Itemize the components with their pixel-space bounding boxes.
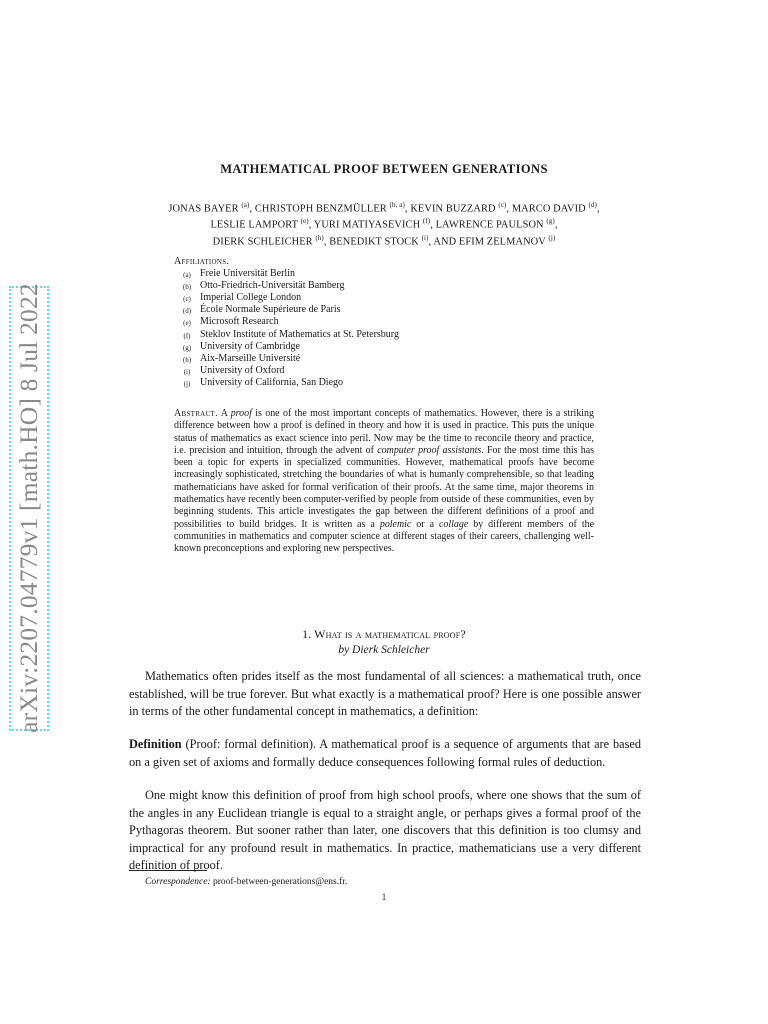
author-affiliation-key: (f) (422, 217, 431, 226)
abstract-emphasis: computer proof assistants (377, 444, 482, 456)
author-name: AND EFIM ZELMANOV (433, 236, 546, 248)
definition-parenthetical: (Proof: formal definition). (185, 737, 316, 751)
affiliation-name: Steklov Institute of Mathematics at St. Petersburg (200, 328, 399, 340)
affiliation-key: (a) (183, 271, 191, 280)
section-title: What is a mathematical proof? (314, 627, 466, 641)
abstract-label: Abstract. (174, 408, 218, 419)
affiliation-item (174, 316, 399, 328)
footnote-label: Correspondence: (145, 877, 211, 887)
definition-label: Definition (129, 737, 182, 751)
affiliation-item (174, 353, 399, 365)
abstract-emphasis: collage (438, 518, 469, 530)
affiliation-name: University of Oxford (200, 364, 285, 376)
author-affiliation-key: (a) (241, 201, 250, 209)
abstract-emphasis: proof (230, 408, 252, 419)
affiliation-name: Freie Universität Berlin (200, 268, 295, 280)
footnote-rule (129, 870, 207, 871)
author-name: DIERK SCHLEICHER (212, 236, 313, 248)
affiliation-key: (f) (183, 331, 191, 340)
author-name: MARCO DAVID (511, 203, 586, 215)
affiliation-name: University of Cambridge (200, 340, 300, 352)
affiliation-name: Imperial College London (200, 292, 302, 304)
author-line-3: DIERK SCHLEICHER $^{(h)}$, BENEDIKT STOCK $^{(i)}$, AND EFIM ZELMANOV $^{(j)}$ (212, 233, 556, 248)
author-line-2: LESLIE LAMPORT $^{(e)}$, YURI MATIYASEVICH $^{(f)}$, LAWRENCE PAULSON $^{(g)}$, (210, 217, 558, 231)
affiliation-item (174, 268, 399, 280)
body-paragraph: One might know this definition of proof from high school proofs, where one shows that the sum of the angles in any Euclidean triangle is equal to a straight angle, or perhaps gives a formal proof of the Pythagoras theorem. But sooner rather than later, one discovers that this definition is too clumsy and impractical for any profound result in mathematics. In practice, mathematicians use a very different definition of proof. (129, 788, 641, 873)
definition-paragraph (129, 736, 641, 771)
footnote (145, 877, 347, 887)
abstract-text: is one of the most important concepts of mathematics. However, there is a striking difference between how a proof is defined in theory and how it is used in practice. This puts the unique status of mathematics as exact science into peril. Now may be the time to reconcile theory and practice, i.e. precision and intuition, through the advent of (174, 408, 594, 456)
affiliation-name: Microsoft Research (200, 316, 279, 328)
affiliation-item (174, 365, 399, 377)
abstract-text: A (217, 408, 231, 419)
abstract-text: by different members of the communities in mathematics and computer science at different stages of their careers, challenging well-known preconceptions and exploring new perspectives. (174, 518, 594, 555)
abstract-text: . For the most time this has been a topic for experts in specialized communities. However, mathematical proofs have become increasingly sophisticated, stretching the boundaries of what is humanly comprehensible, so that leading mathematicians have asked for formal verification of their proofs. At the same time, major theorems in mathematics have recently been computer-verified by people from outside of these communities, even by beginning students. This article investigates the gap between the different definitions of a proof and possibilities to build bridges. It is written as a (174, 444, 595, 530)
affiliation-key: (e) (183, 319, 191, 328)
intro-paragraph: Mathematics often prides itself as the most fundamental of all sciences: a mathematical truth, once established, will be true forever. But what exactly is a mathematical proof? Here is one possible answer in terms of the other fundamental concept in mathematics, a definition: (129, 669, 641, 719)
affiliation-key: (d) (182, 307, 192, 316)
affiliation-key: (h) (182, 355, 192, 364)
author-name: LAWRENCE PAULSON (435, 219, 544, 231)
author-affiliation-key: (g) (546, 217, 555, 226)
author-affiliation-key: (i) (421, 233, 429, 242)
author-name: CHRISTOPH BENZMÜLLER (254, 203, 387, 215)
footnote-email[interactable]: proof-between-generations@ens.fr. (212, 877, 348, 887)
affiliation-item (174, 304, 399, 316)
author-affiliation-key: (c) (498, 201, 507, 209)
affiliation-key: (g) (182, 343, 192, 352)
author-affiliation-key: (b, a) (389, 201, 405, 209)
author-affiliation-key: (d) (588, 201, 597, 209)
section-byline: by Dierk Schleicher (338, 644, 430, 656)
abstract-text: or a (411, 518, 439, 530)
affiliation-key: (c) (183, 295, 191, 304)
author-line-1: JONAS BAYER $^{(a)}$, CHRISTOPH BENZMÜLLER $^{(b, a)}$, KEVIN BUZZARD $^{(c)}$, MARCO DAVID $^{(d)}$, (168, 201, 600, 215)
abstract-emphasis: polemic (379, 518, 412, 530)
affiliation-name: University of California, San Diego (200, 376, 344, 388)
affiliations (174, 256, 399, 389)
author-affiliation-key: (j) (548, 233, 556, 242)
paper-title: MATHEMATICAL PROOF BETWEEN GENERATIONS (220, 162, 548, 176)
author-affiliation-key: (h) (315, 233, 324, 242)
author-name: LESLIE LAMPORT (210, 219, 298, 231)
affiliation-key: (j) (183, 379, 191, 388)
definition-text: A mathematical proof is a sequence of arguments that are based on a given set of axioms and formally deduce consequences following formal rules of deduction. (129, 737, 642, 769)
author-list (100, 199, 668, 248)
affiliation-item (174, 292, 399, 304)
affiliation-item (174, 280, 399, 292)
author-affiliation-key: (e) (300, 217, 309, 226)
affiliation-item (174, 377, 399, 389)
author-name: JONAS BAYER (168, 203, 239, 215)
affiliation-key: (b) (182, 283, 192, 292)
affiliation-name: Aix-Marseille Université (200, 352, 301, 364)
arxiv-stamp: arXiv:2207.04779v1 [math.HO] 8 Jul 2022 (14, 283, 43, 733)
page-number: 1 (381, 892, 387, 902)
section-heading (0, 626, 768, 658)
affiliation-key: (i) (183, 367, 191, 376)
author-name: KEVIN BUZZARD (410, 203, 496, 215)
author-name: BENEDIKT STOCK (329, 236, 419, 248)
section-number: 1. (302, 627, 312, 641)
affiliations-heading: Affiliations. (174, 256, 230, 267)
affiliation-item (174, 341, 399, 353)
abstract (174, 408, 594, 556)
affiliation-name: École Normale Supérieure de Paris (200, 304, 341, 316)
author-name: YURI MATIYASEVICH (313, 219, 421, 231)
affiliation-name: Otto-Friedrich-Universität Bamberg (200, 280, 345, 292)
affiliation-item (174, 329, 399, 341)
